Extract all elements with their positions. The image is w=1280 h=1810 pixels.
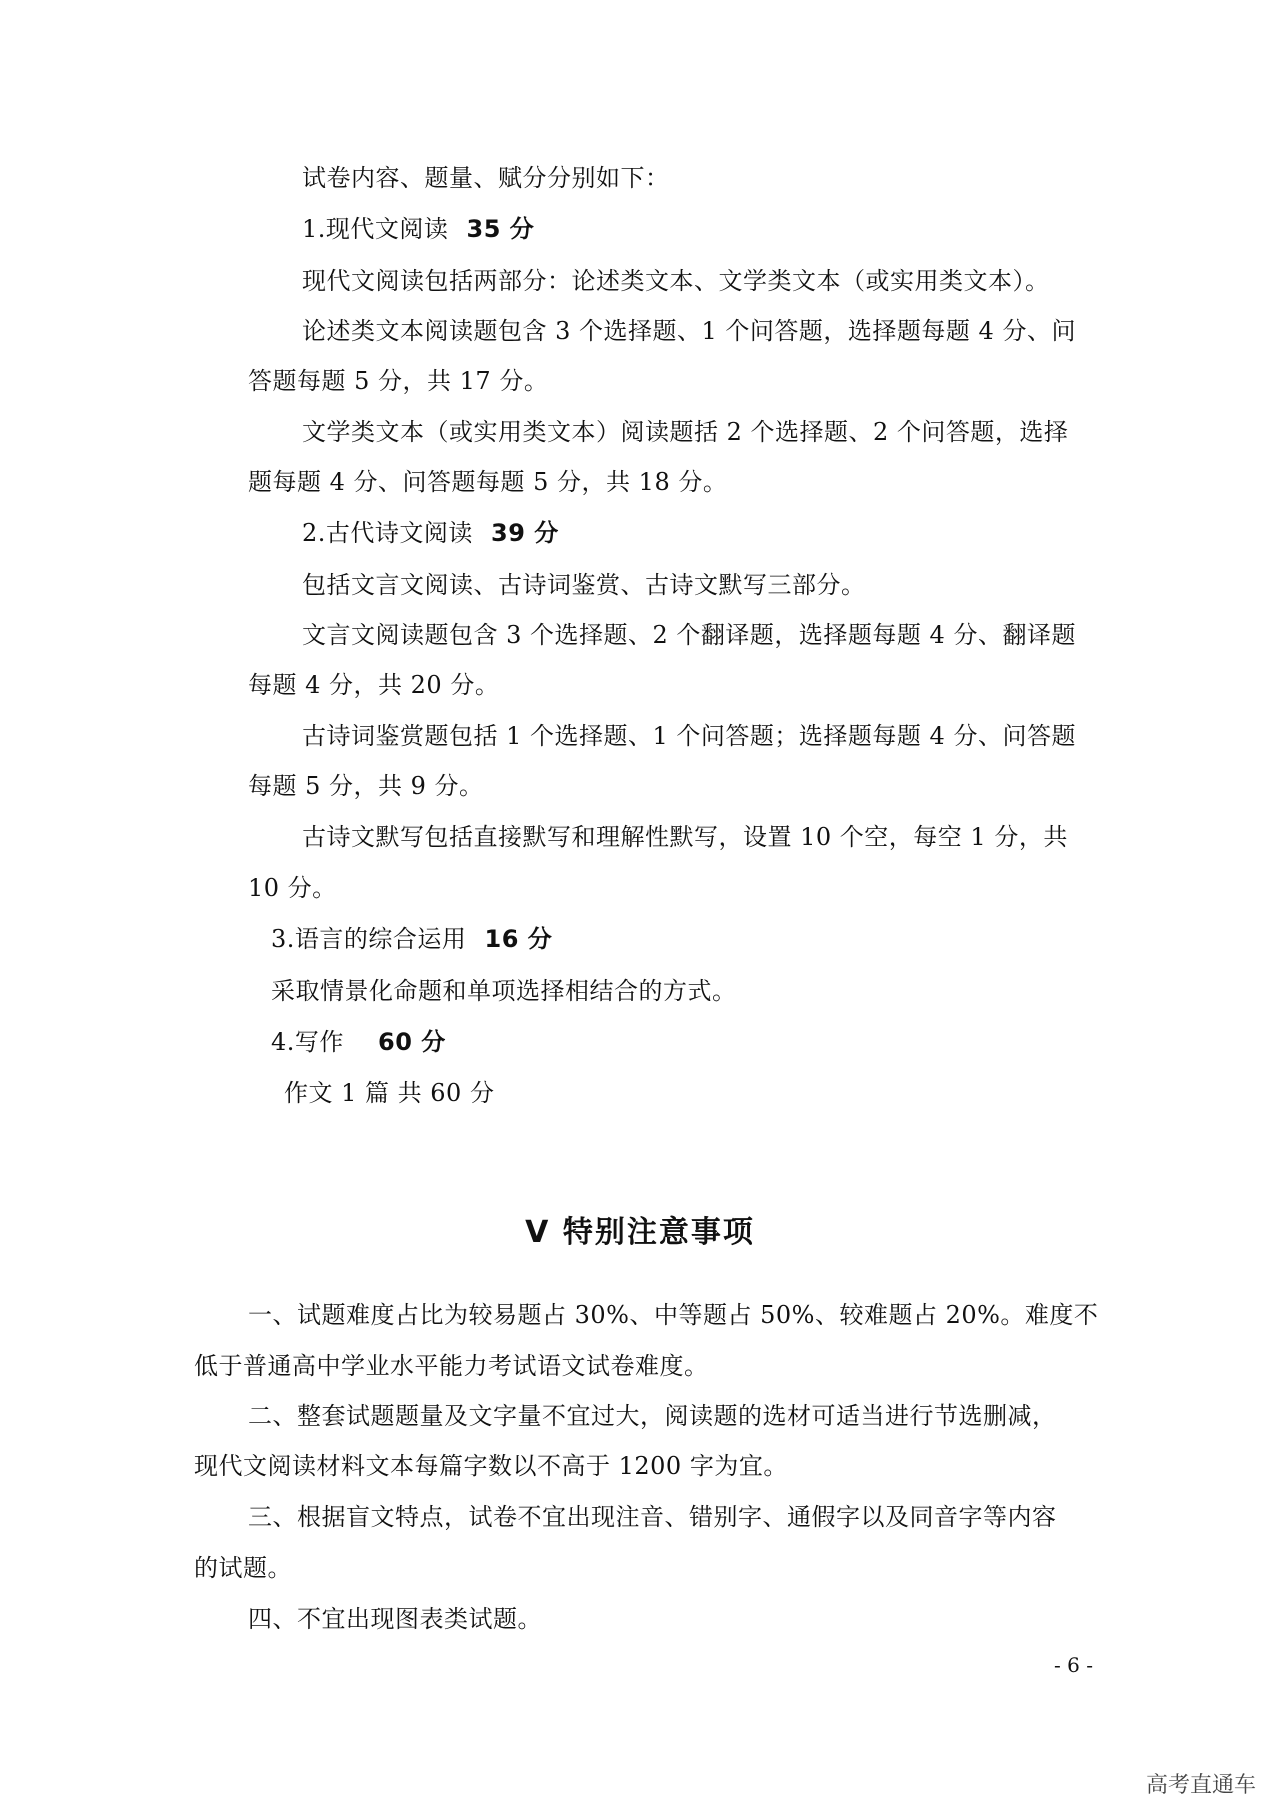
section-2-para-4-line-1: 古诗文默写包括直接默写和理解性默写，设置 10 个空，每空 1 分，共	[302, 823, 1068, 851]
note-1-line-1: 一、试题难度占比为较易题占 30%、中等题占 50%、较难题占 20%。难度不	[248, 1301, 1099, 1329]
section-3-heading	[271, 924, 552, 954]
section-1-para-3-line-1: 文学类文本（或实用类文本）阅读题括 2 个选择题、2 个问答题，选择	[302, 418, 1069, 446]
page-number: - 6 -	[1054, 1653, 1093, 1677]
section-4-para-1: 作文 1 篇 共 60 分	[284, 1079, 495, 1107]
section-1-score: 35 分	[466, 215, 535, 243]
section-2-title: 2.古代诗文阅读	[302, 519, 473, 547]
intro-line: 试卷内容、题量、赋分分别如下：	[302, 164, 670, 192]
section-4-title: 4.写作	[271, 1028, 344, 1056]
section-4-score: 60 分	[378, 1028, 446, 1056]
section-2-heading	[302, 518, 559, 548]
section-2-para-3-line-2: 每题 5 分，共 9 分。	[248, 772, 484, 800]
watermark: 高考直通车	[1145, 1773, 1256, 1798]
section-2-para-2-line-1: 文言文阅读题包含 3 个选择题、2 个翻译题，选择题每题 4 分、翻译题	[302, 621, 1076, 649]
note-3-line-2: 的试题。	[194, 1554, 292, 1582]
section-1-heading	[302, 214, 534, 244]
section-2-para-2-line-2: 每题 4 分，共 20 分。	[248, 671, 500, 699]
section-1-para-2-line-1: 论述类文本阅读题包含 3 个选择题、1 个问答题，选择题每题 4 分、问	[302, 317, 1076, 345]
section-2-para-1: 包括文言文阅读、古诗词鉴赏、古诗文默写三部分。	[302, 571, 866, 599]
section-4-heading	[271, 1027, 446, 1057]
section-2-para-4-line-2: 10 分。	[248, 874, 337, 902]
section-1-para-3-line-2: 题每题 4 分、问答题每题 5 分，共 18 分。	[248, 468, 728, 496]
section-1-para-1: 现代文阅读包括两部分：论述类文本、文学类文本（或实用类文本）。	[302, 267, 1050, 295]
section-1-para-2-line-2: 答题每题 5 分，共 17 分。	[248, 367, 549, 395]
note-2-line-1: 二、整套试题题量及文字量不宜过大，阅读题的选材可适当进行节选删减，	[248, 1402, 1057, 1430]
section-3-para-1: 采取情景化命题和单项选择相结合的方式。	[271, 977, 737, 1005]
section-v-heading: Ⅴ 特别注意事项	[525, 1215, 755, 1250]
note-1-line-2: 低于普通高中学业水平能力考试语文试卷难度。	[194, 1352, 709, 1380]
note-3-line-1: 三、根据盲文特点，试卷不宜出现注音、错别字、通假字以及同音字等内容	[248, 1503, 1057, 1531]
section-2-para-3-line-1: 古诗词鉴赏题包括 1 个选择题、1 个问答题；选择题每题 4 分、问答题	[302, 722, 1076, 750]
section-3-score: 16 分	[484, 925, 553, 953]
section-2-score: 39 分	[491, 519, 559, 547]
note-2-line-2: 现代文阅读材料文本每篇字数以不高于 1200 字为宜。	[194, 1452, 788, 1480]
section-3-title: 3.语言的综合运用	[271, 925, 467, 953]
section-1-title: 1.现代文阅读	[302, 215, 449, 243]
note-4-line: 四、不宜出现图表类试题。	[248, 1605, 542, 1633]
